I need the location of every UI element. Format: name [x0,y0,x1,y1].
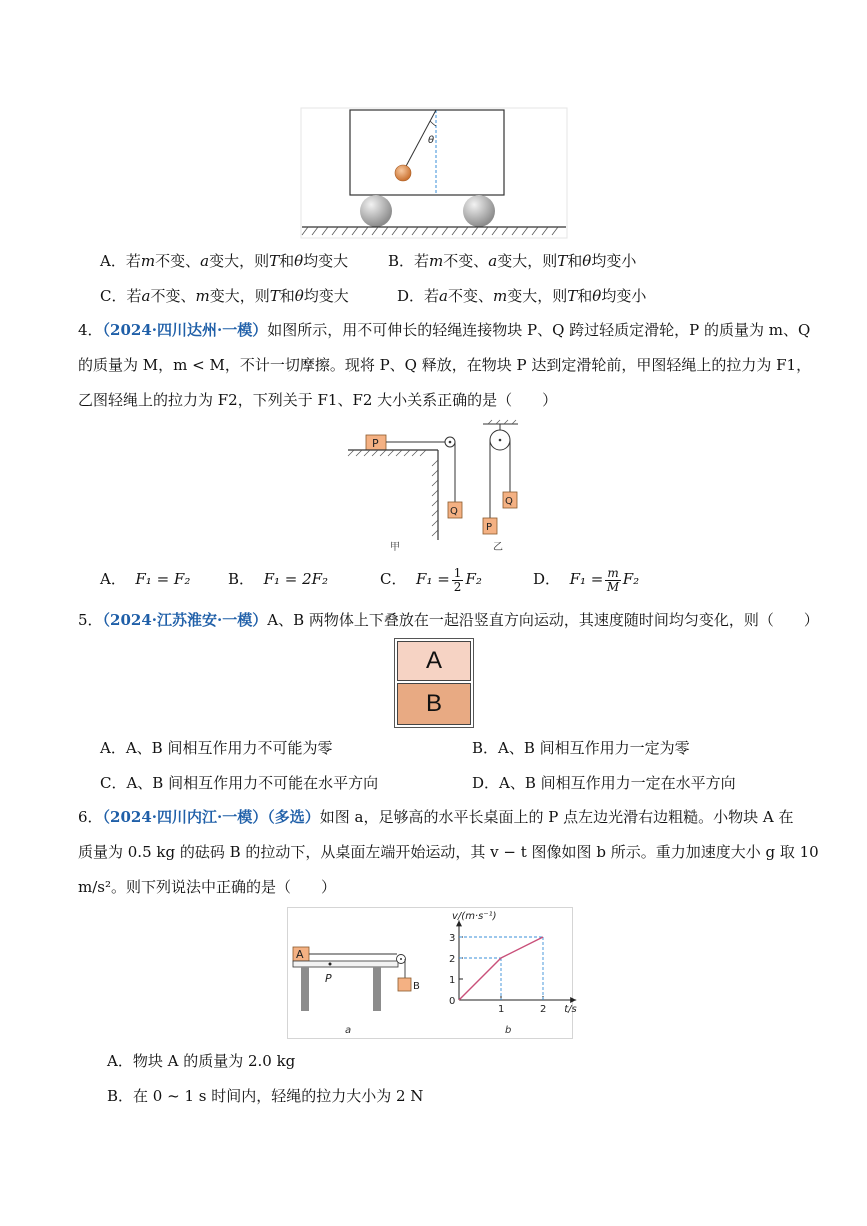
vt-chart [449,911,577,1015]
q6-option-b[interactable]: B．在 0 ~ 1 s 时间内，轻绳的拉力大小为 2 N [107,1087,424,1105]
svg-text:P: P [325,972,332,985]
pendulum-ball [395,165,411,181]
svg-text:甲: 甲 [390,542,400,553]
svg-text:乙: 乙 [493,542,503,553]
q4-source-tag: （2024·四川达州·一模） [102,321,268,339]
q4-option-d[interactable]: D． F₁ = $\frac{m}{M}$ F₂ [533,565,640,594]
stacked-blocks-figure [394,638,474,728]
q6-line-1: 6．（2024·四川内江·一模）（多选）如图 a，足够高的水平长桌面上的 P 点左边光滑右边粗糙。小物块 A 在 [78,808,794,826]
q4-line-3: 乙图轻绳上的拉力为 F2，下列关于 F1、F2 大小关系正确的是（ ） [78,391,558,409]
q4-option-c[interactable]: C． F₁ = $\frac{1}{2}$ F₂ [380,565,482,594]
y-axis-label: v/(m·s⁻¹) [452,911,497,922]
svg-text:Q: Q [450,506,458,517]
y-tick-label: 1 [449,975,456,986]
svg-text:B: B [413,981,420,992]
q5-source-tag: （2024·江苏淮安·一模） [102,611,268,629]
block-b: B [397,683,471,725]
cart-pendulum-figure [300,107,568,239]
x-axis-arrow [570,997,576,1003]
y-tick-label: 3 [449,933,456,944]
q4-line-1: 4．（2024·四川达州·一模）如图所示，用不可伸长的轻绳连接物块 P、Q 跨过轻质定滑轮，P 的质量为 m、Q [78,321,811,339]
q5-line-1: 5．（2024·江苏淮安·一模）A、B 两物体上下叠放在一起沿竖直方向运动，其速度随时间均匀变化，则（ ） [78,611,819,629]
x-tick-label: 1 [498,1004,505,1015]
q6-line-2: 质量为 0.5 kg 的砝码 B 的拉动下，从桌面左端开始运动，其 v − t 图像如图 b 所示。重力加速度大小 g 取 10 [78,843,819,861]
origin-label: 0 [449,996,456,1007]
theta-label: θ [428,135,435,146]
q4-number: 4． [78,321,103,339]
block-a: A [397,641,471,681]
right-wheel [463,195,495,227]
q3-option-d[interactable]: D．若a不变、m变大，则T和θ均变小 [397,287,647,305]
q3-option-c[interactable]: C．若a不变、m变大，则T和θ均变大 [100,287,349,305]
svg-text:P: P [486,522,493,533]
q3-option-a[interactable]: A．若m不变、a变大，则T和θ均变大 [100,252,349,270]
svg-text:a: a [345,1025,352,1036]
svg-text:b: b [505,1025,512,1036]
svg-text:P: P [372,437,379,450]
q4-option-a[interactable]: A． F₁ = F₂ [100,570,191,588]
q6-option-a[interactable]: A．物块 A 的质量为 2.0 kg [107,1052,296,1070]
y-tick-label: 2 [449,954,456,965]
q6-line-3: m/s²。则下列说法中正确的是（ ） [78,878,336,896]
x-tick-label: 2 [540,1004,547,1015]
left-wheel [360,195,392,227]
q5-number: 5． [78,611,103,629]
q6-number: 6． [78,808,103,826]
q4-line-2: 的质量为 M，m < M，不计一切摩擦。现将 P、Q 释放，在物块 P 达到定滑轮前，甲图轻绳上的拉力为 F1， [78,356,812,374]
q5-option-a[interactable]: A．A、B 间相互作用力不可能为零 [100,739,333,757]
q3-option-b[interactable]: B．若m不变、a变大，则T和θ均变小 [388,252,637,270]
table-and-graph-figure [287,907,577,1039]
x-axis-label: t/s [564,1004,577,1015]
svg-text:A: A [296,948,304,961]
svg-text:Q: Q [505,496,513,507]
q5-option-b[interactable]: B．A、B 间相互作用力一定为零 [472,739,690,757]
pulley-figure [348,420,518,555]
q5-option-d[interactable]: D．A、B 间相互作用力一定在水平方向 [472,774,736,792]
q6-source-tag: （2024·四川内江·一模）（多选） [102,808,320,826]
q4-option-b[interactable]: B． F₁ = 2F₂ [228,570,329,588]
q5-option-c[interactable]: C．A、B 间相互作用力不可能在水平方向 [100,774,379,792]
cart-body [350,110,504,195]
